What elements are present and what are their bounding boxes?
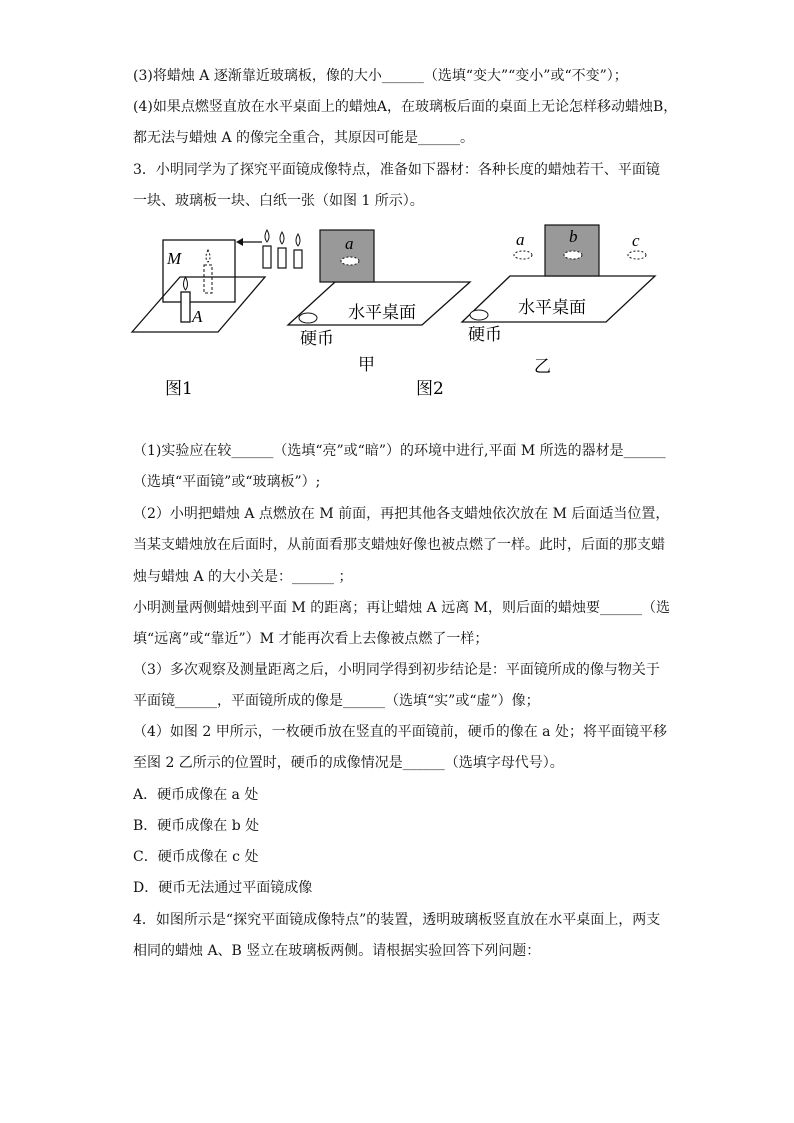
text-line: （1)实验应在较______（选填“亮”或“暗”）的环境中进行,平面 M 所选的器材是______ <box>133 443 666 459</box>
text-line: 当某支蜡烛放在后面时，从前面看那支蜡烛好像也被点燃了一样。此时，后面的那支蜡 <box>133 537 665 553</box>
text-line: 小明测量两侧蜡烛到平面 M 的距离；再让蜡烛 A 远离 M，则后面的蜡烛要______（选 <box>133 600 671 616</box>
option-b: B．硬币成像在 b 处 <box>133 818 260 834</box>
flame-icon <box>280 232 284 244</box>
option-d: D．硬币无法通过平面镜成像 <box>133 880 313 896</box>
coin <box>299 313 317 323</box>
jia-label: 甲 <box>358 355 375 375</box>
text-line: 3．小明同学为了探究平面镜成像特点，准备如下器材：各种长度的蜡烛若干、平面镜 <box>133 162 660 178</box>
text-line: （3）多次观察及测量距离之后，小明同学得到初步结论是：平面镜所成的像与物关于 <box>133 662 660 678</box>
yi-label: 乙 <box>534 357 551 377</box>
flame-icon <box>206 250 210 262</box>
position-b <box>564 251 582 259</box>
flame-icon <box>296 234 300 246</box>
option-a: A．硬币成像在 a 处 <box>133 787 259 803</box>
candle <box>278 248 286 268</box>
text-line: 都无法与蜡烛 A 的像完全重合，其原因可能是______。 <box>133 130 475 146</box>
text-line: （选填“平面镜”或“玻璃板”）; <box>133 474 321 490</box>
label-a: a <box>345 234 354 253</box>
candle-a <box>181 292 190 322</box>
table-label: 水平桌面 <box>518 298 586 318</box>
candle-image <box>204 265 212 293</box>
figure-2-yi <box>462 225 655 377</box>
candle <box>263 246 271 268</box>
text-line: (4)如果点燃竖直放在水平桌面上的蜡烛A，在玻璃板后面的桌面上无论怎样移动蜡烛B， <box>133 99 678 115</box>
text-line: 至图 2 乙所示的位置时，硬币的成像情况是______（选填字母代号）。 <box>133 755 564 771</box>
label-m: M <box>167 249 182 268</box>
position-a <box>514 251 532 259</box>
flame-icon <box>184 277 188 290</box>
label-b: b <box>569 227 578 246</box>
coin <box>470 310 488 320</box>
experiment-figure <box>130 222 670 402</box>
text-line: 平面镜______，平面镜所成的像是______（选填“实”或“虚”）像； <box>133 693 540 709</box>
arrow-left-icon <box>236 238 243 246</box>
candle <box>294 250 302 268</box>
label-c: c <box>632 231 640 250</box>
text-line: 烛与蜡烛 A 的大小关是：______ ； <box>133 569 353 585</box>
coin-image-a <box>341 257 359 265</box>
text-line: 填“远离”或“靠近”）M 才能再次看上去像被点燃了一样； <box>133 631 489 647</box>
fig2-label: 图2 <box>416 379 444 399</box>
option-c: C．硬币成像在 c 处 <box>133 849 259 865</box>
text-line: （2）小明把蜡烛 A 点燃放在 M 前面，再把其他各支蜡烛依次放在 M 后面适当位置， <box>133 506 670 522</box>
table-label: 水平桌面 <box>348 303 416 323</box>
fig1-label: 图1 <box>165 379 193 399</box>
text-line: (3)将蜡烛 A 逐渐靠近玻璃板，像的大小______（选填“变大”“变小”或“不变”）； <box>133 68 628 84</box>
text-line: 相同的蜡烛 A、B 竖立在玻璃板两侧。请根据实验回答下列问题： <box>133 943 541 959</box>
label-a-candle: A <box>192 307 203 326</box>
coin-label: 硬币 <box>468 325 502 345</box>
position-c <box>628 251 646 259</box>
flame-icon <box>265 230 269 242</box>
coin-label: 硬币 <box>300 329 334 349</box>
figure-2-jia <box>288 230 470 375</box>
label-a: a <box>516 230 525 249</box>
text-line: （4）如图 2 甲所示，一枚硬币放在竖直的平面镜前，硬币的像在 a 处；将平面镜平移 <box>133 724 667 740</box>
text-line: 4．如图所示是“探究平面镜成像特点”的装置，透明玻璃板竖直放在水平桌面上，两支 <box>133 912 661 928</box>
text-line: 一块、玻璃板一块、白纸一张（如图 1 所示）。 <box>133 193 424 209</box>
figure-1 <box>132 230 302 399</box>
